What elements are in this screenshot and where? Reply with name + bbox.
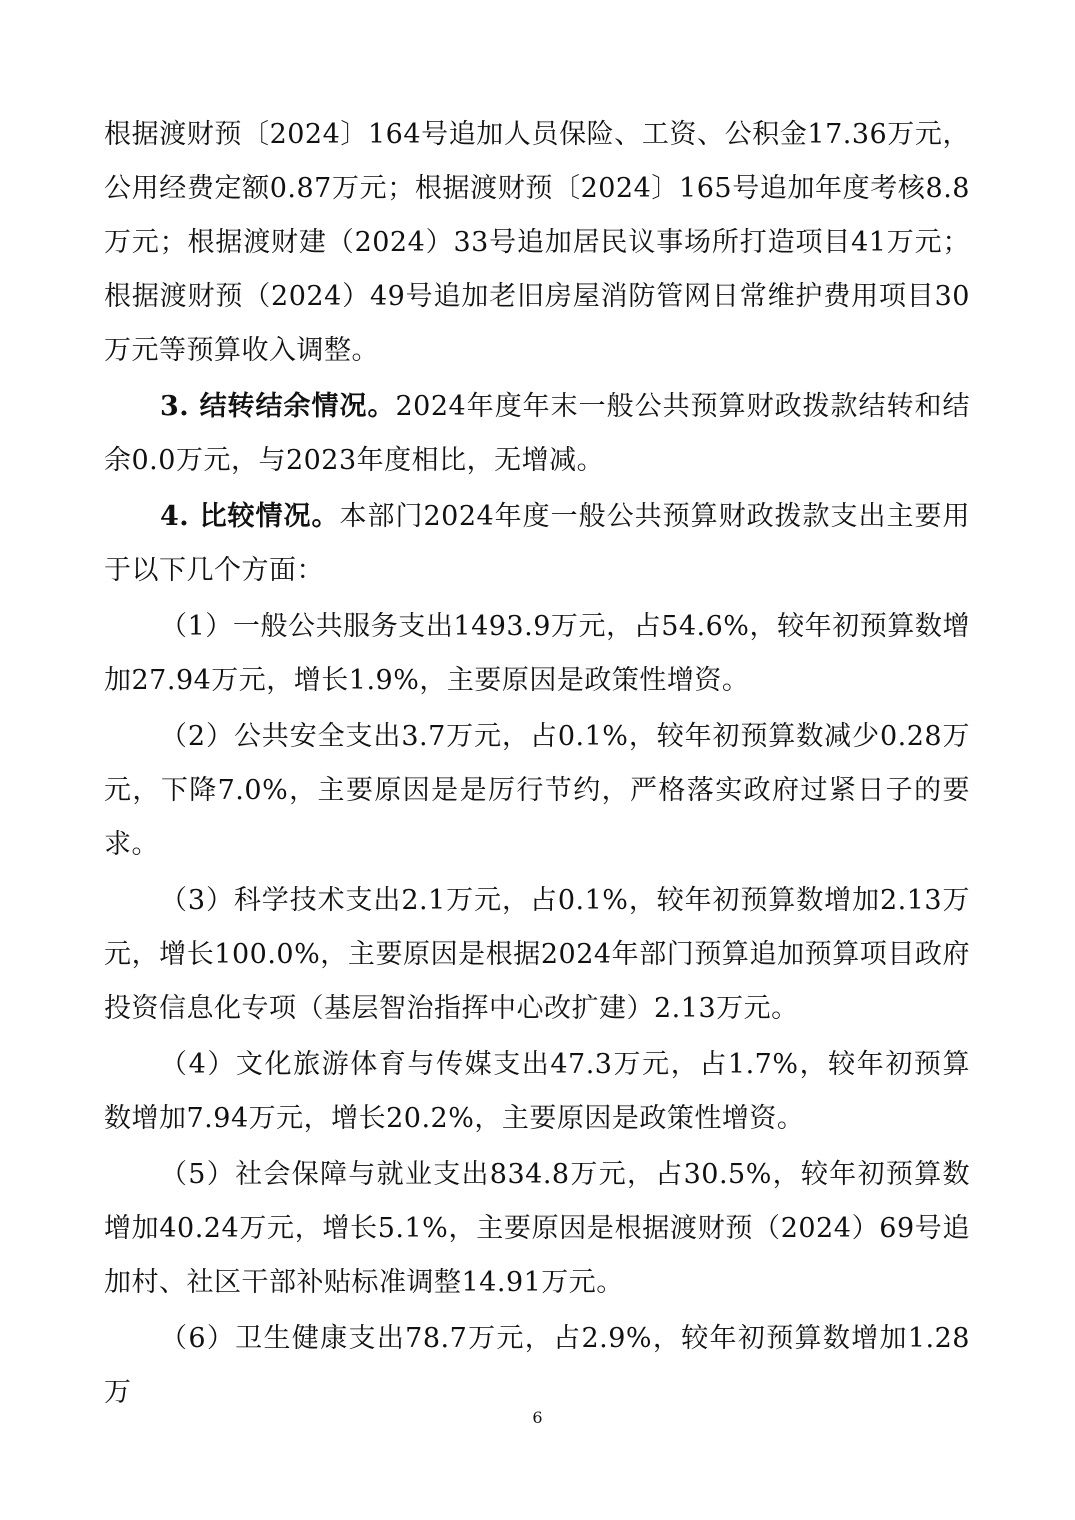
paragraph-text: （3）科学技术支出2.1万元，占0.1%，较年初预算数增加2.13万元，增长100.0%，主要原因是根据2024年部门预算追加预算项目政府投资信息化专项（基层智治指挥中心改扩建）2.13万元。 <box>104 885 970 1024</box>
paragraph-item-5 <box>104 1148 970 1310</box>
paragraph-item-1 <box>104 600 970 708</box>
paragraph-text: （2）公共安全支出3.7万元，占0.1%，较年初预算数减少0.28万元，下降7.0%，主要原因是是厉行节约，严格落实政府过紧日子的要求。 <box>104 721 970 860</box>
paragraph-text: （6）卫生健康支出78.7万元，占2.9%，较年初预算数增加1.28万 <box>104 1323 970 1408</box>
page-number: 6 <box>532 1408 543 1427</box>
document-body <box>104 108 970 1420</box>
paragraph-budget-adjustment <box>104 108 970 378</box>
paragraph-text: 2024年度年末一般公共预算财政拨款结转和结余0.0万元，与2023年度相比，无增减。 <box>104 391 970 476</box>
paragraph-carryover <box>104 380 970 488</box>
paragraph-item-2 <box>104 710 970 872</box>
paragraph-item-3 <box>104 874 970 1036</box>
paragraph-comparison <box>104 490 970 598</box>
paragraph-text: （5）社会保障与就业支出834.8万元，占30.5%，较年初预算数增加40.24万元，增长5.1%，主要原因是根据渡财预（2024）69号追加村、社区干部补贴标准调整14.91万元。 <box>104 1159 970 1298</box>
paragraph-item-4 <box>104 1038 970 1146</box>
paragraph-text: （4）文化旅游体育与传媒支出47.3万元，占1.7%，较年初预算数增加7.94万元，增长20.2%，主要原因是政策性增资。 <box>104 1049 970 1134</box>
paragraph-heading: 3. 结转结余情况。 <box>160 391 396 422</box>
paragraph-text: 本部门2024年度一般公共预算财政拨款支出主要用于以下几个方面： <box>104 501 970 586</box>
paragraph-text: （1）一般公共服务支出1493.9万元，占54.6%，较年初预算数增加27.94万元，增长1.9%，主要原因是政策性增资。 <box>104 611 970 696</box>
paragraph-heading: 4. 比较情况。 <box>160 501 340 532</box>
paragraph-text: 根据渡财预〔2024〕164号追加人员保险、工资、公积金17.36万元，公用经费定额0.87万元；根据渡财预〔2024〕165号追加年度考核8.8万元；根据渡财建（2024）33号追加居民议事场所打造项目41万元；根据渡财预（2024）49号追加老旧房屋消防管网日常维护费用项目30万元等预算收入调整。 <box>104 119 970 366</box>
paragraph-item-6 <box>104 1312 970 1420</box>
